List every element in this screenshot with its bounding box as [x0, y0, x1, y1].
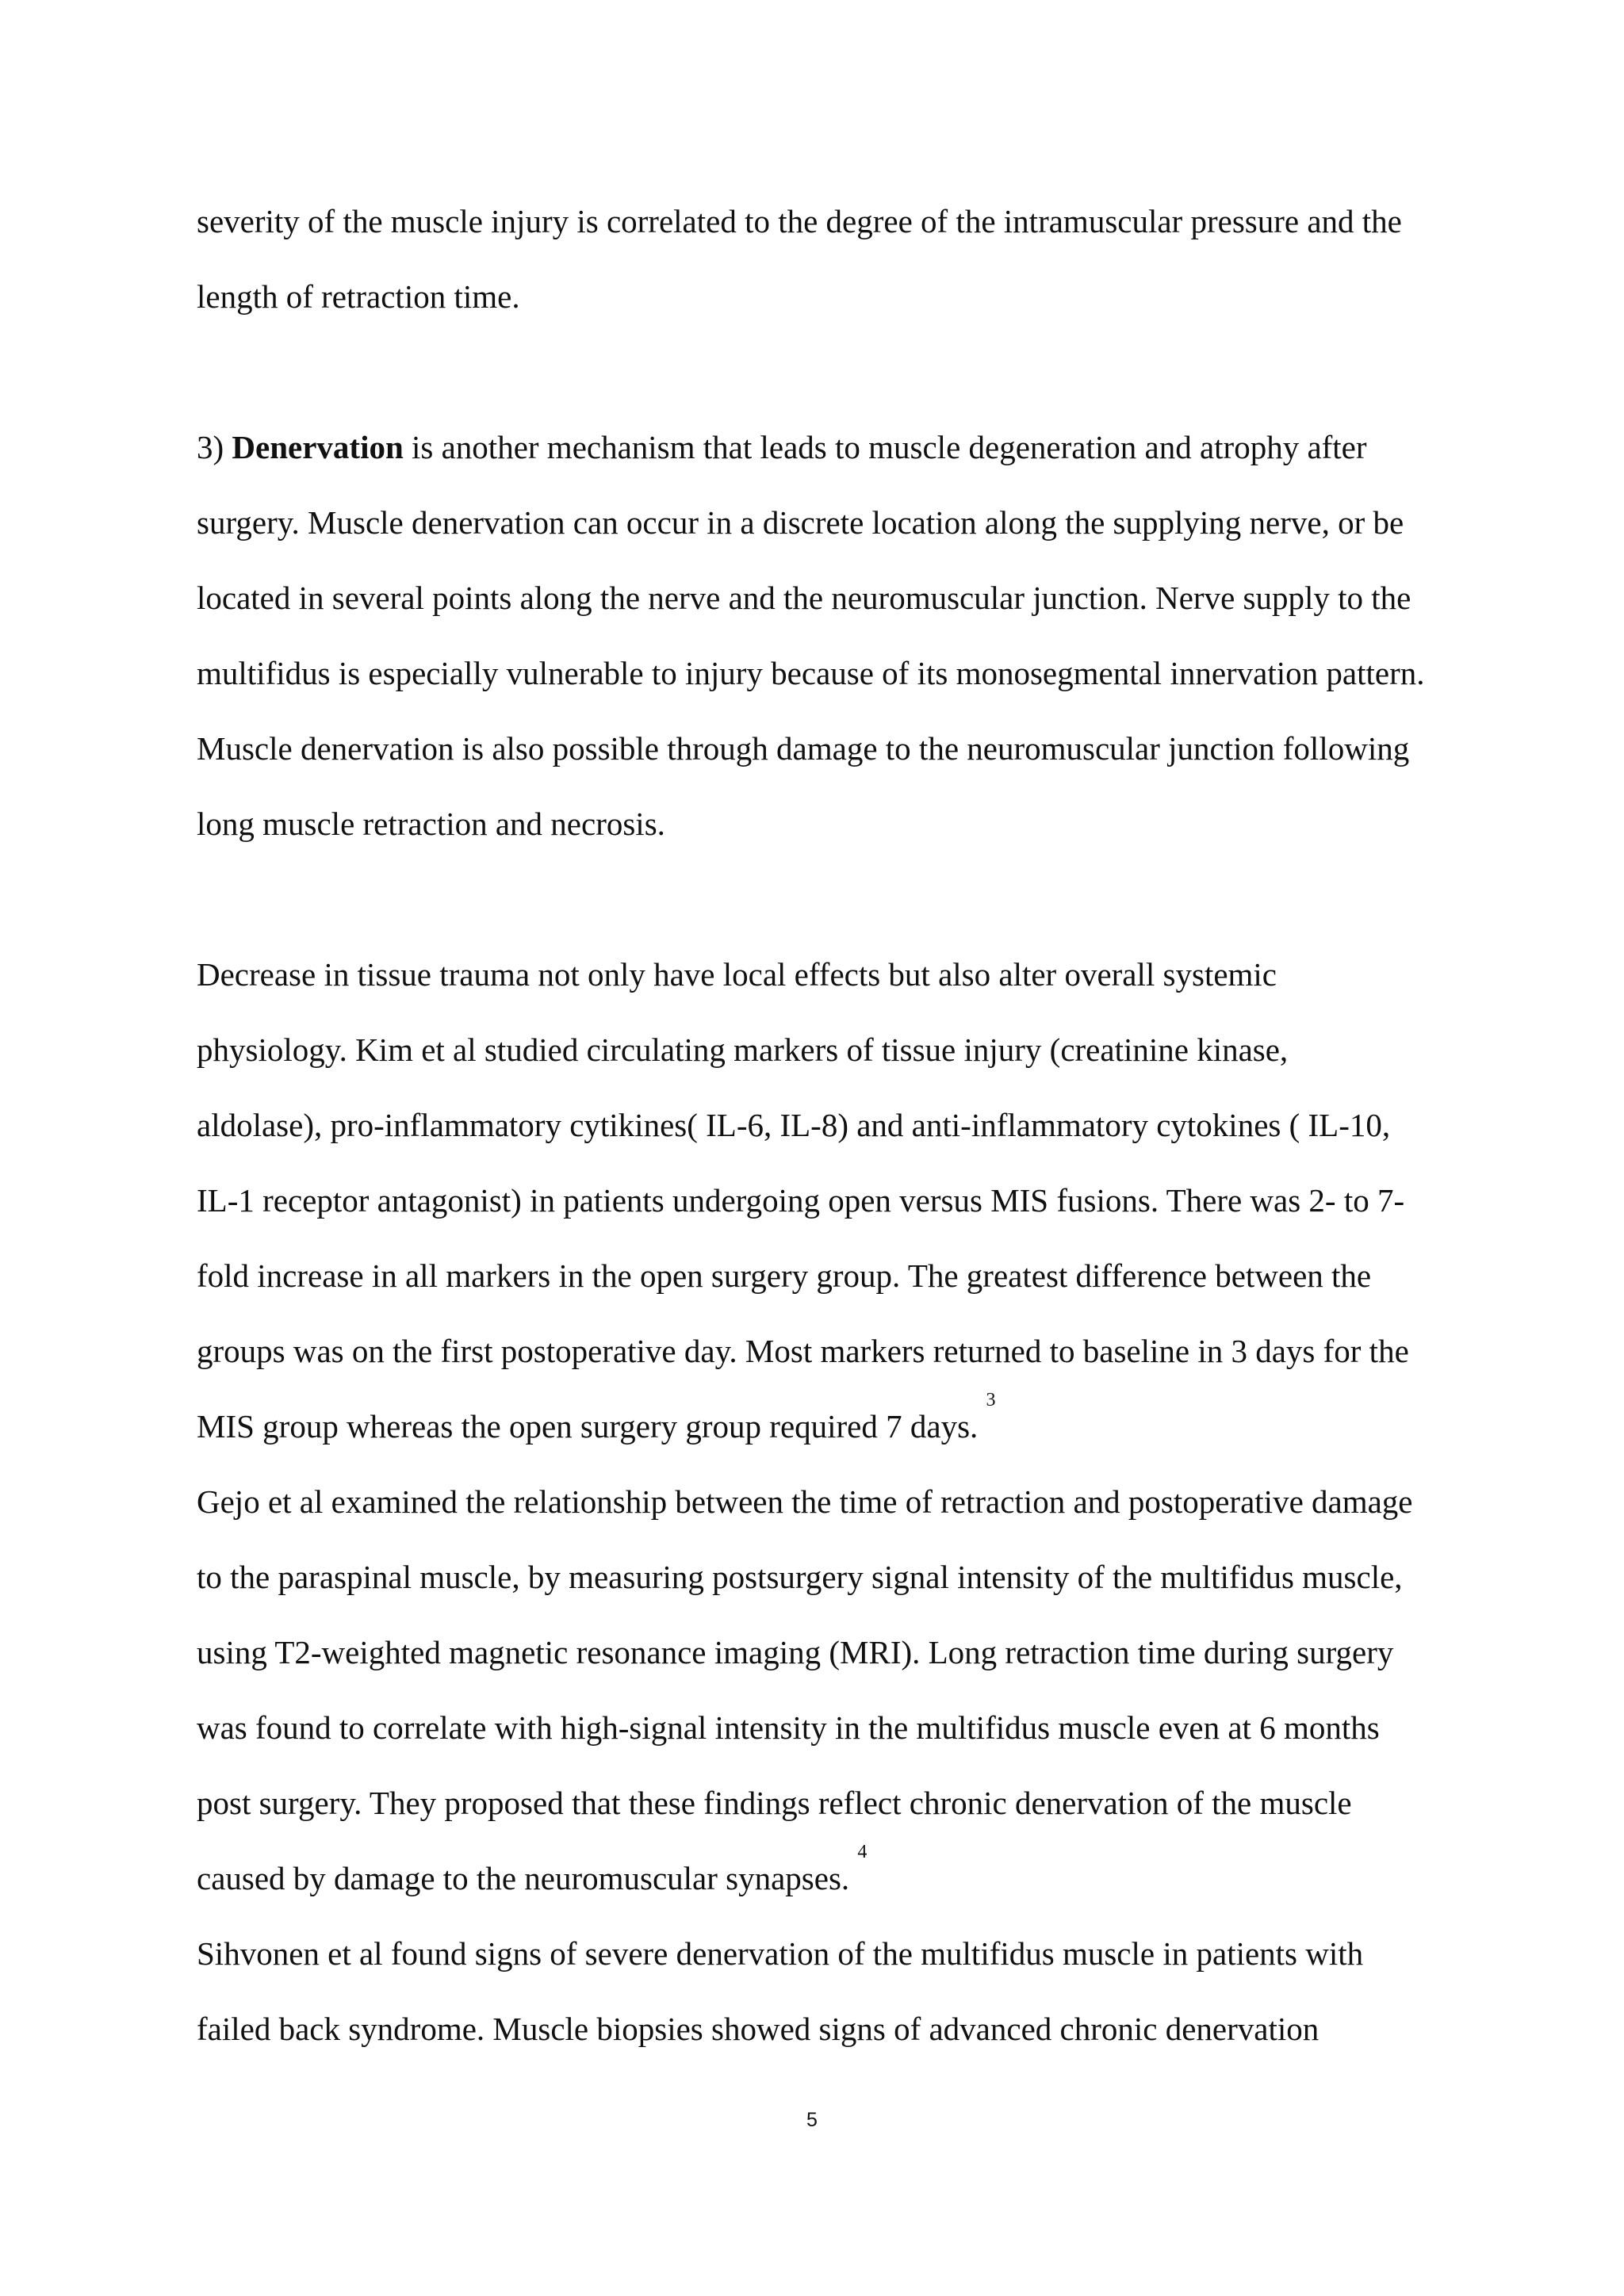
paragraph-gap — [197, 862, 1465, 937]
list-number: 3) — [197, 429, 232, 465]
text-line — [197, 1841, 1465, 1916]
text-line: multifidus is especially vulnerable to injury because of its monosegmental innervation pattern. — [197, 655, 1425, 691]
text-line: physiology. Kim et al studied circulating markers of tissue injury (creatinine kinase, — [197, 1031, 1289, 1068]
text-line: aldolase), pro-inflammatory cytikines( IL-6, IL-8) and anti-inflammatory cytokines ( IL-10, — [197, 1107, 1391, 1143]
citation-reference: 4 — [857, 1842, 868, 1862]
text-line: groups was on the first postoperative day. Most markers returned to baseline in 3 days for the — [197, 1333, 1409, 1369]
text-line: using T2-weighted magnetic resonance imaging (MRI). Long retraction time during surgery — [197, 1634, 1394, 1670]
text-fragment: is another mechanism that leads to muscle degeneration and atrophy after — [403, 429, 1367, 465]
text-line: failed back syndrome. Muscle biopsies showed signs of advanced chronic denervation — [197, 2011, 1320, 2047]
text-line: long muscle retraction and necrosis. — [197, 806, 665, 842]
bold-term-denervation: Denervation — [232, 429, 404, 465]
text-fragment: MIS group whereas the open surgery group required 7 days. — [197, 1408, 986, 1445]
paragraph-gap — [197, 335, 1465, 410]
text-line: Decrease in tissue trauma not only have local effects but also alter overall systemic — [197, 956, 1277, 993]
text-line: severity of the muscle injury is correlated to the degree of the intramuscular pressure and the — [197, 203, 1402, 239]
page-number: 5 — [806, 2109, 818, 2131]
text-line: Sihvonen et al found signs of severe denervation of the multifidus muscle in patients with — [197, 1935, 1364, 1972]
text-line: IL-1 receptor antagonist) in patients undergoing open versus MIS fusions. There was 2- to 7- — [197, 1182, 1405, 1219]
text-fragment: caused by damage to the neuromuscular synapses. — [197, 1860, 858, 1896]
text-line: located in several points along the nerve and the neuromuscular junction. Nerve supply to the — [197, 580, 1411, 616]
citation-reference: 3 — [986, 1390, 996, 1410]
text-line: to the paraspinal muscle, by measuring postsurgery signal intensity of the multifidus muscle, — [197, 1559, 1403, 1595]
text-line — [197, 1389, 1465, 1464]
text-line: surgery. Muscle denervation can occur in a discrete location along the supplying nerve, or be — [197, 504, 1404, 541]
text-line: was found to correlate with high-signal intensity in the multifidus muscle even at 6 months — [197, 1709, 1380, 1746]
text-line: Muscle denervation is also possible through damage to the neuromuscular junction following — [197, 730, 1410, 767]
body-text — [197, 184, 1465, 2067]
text-line — [197, 410, 1465, 485]
text-line: length of retraction time. — [197, 278, 520, 315]
text-line: post surgery. They proposed that these findings reflect chronic denervation of the muscle — [197, 1785, 1352, 1821]
text-line: Gejo et al examined the relationship between the time of retraction and postoperative damage — [197, 1483, 1413, 1520]
text-line: fold increase in all markers in the open surgery group. The greatest difference between the — [197, 1257, 1372, 1294]
